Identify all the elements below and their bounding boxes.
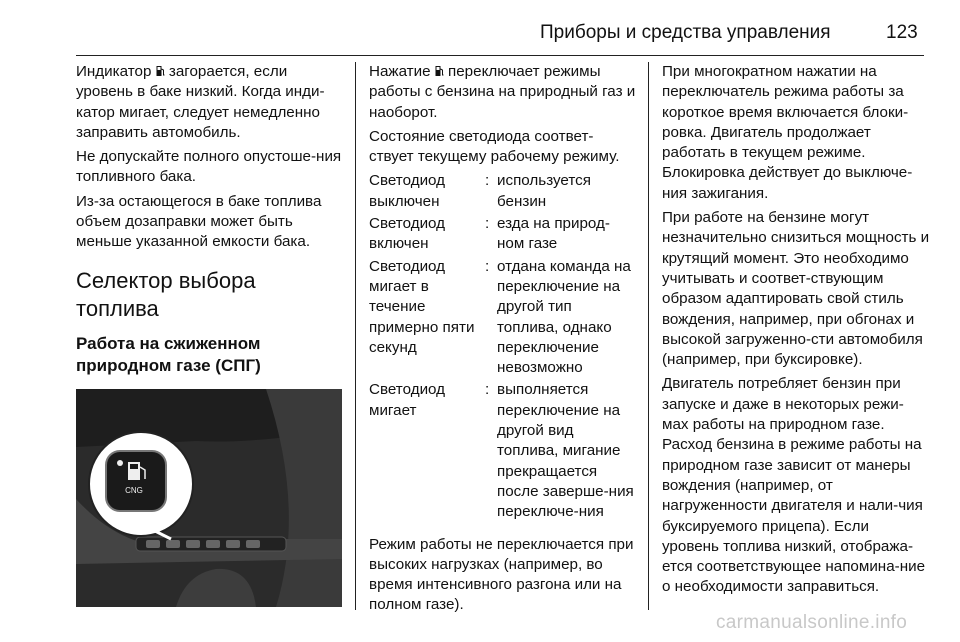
empty-tank-warning: Не допускайте полного опустоше‐ния топливного бака. <box>76 148 342 186</box>
led-state: Светодиод включен <box>369 215 446 253</box>
table-row <box>369 380 637 524</box>
led-status-intro: Состояние светодиода соответ‐ствует текущему рабочему режиму. <box>369 127 620 166</box>
colon: : <box>485 215 490 233</box>
watermark: carmanualsonline.info <box>716 612 908 633</box>
table-row <box>369 257 637 381</box>
dashboard-illustration <box>76 389 342 607</box>
lockout-paragraph: При многократном нажатии на переключатель режима работы за короткое время включается блоки‐ровка. Двигатель продолжает работать в текущем режиме. Блокировка действует до выключе‐ния зажигания. <box>662 63 913 202</box>
photo-cng-label: CNG <box>125 485 143 495</box>
column-1 <box>76 62 342 607</box>
led-meaning: используется бензин <box>497 172 591 210</box>
led-meaning: отдана команда на переключение на другой тип топлива, однако переключение невозможно <box>497 257 631 377</box>
dashboard-photo <box>76 389 342 607</box>
column-2 <box>369 62 637 620</box>
column-divider-2 <box>648 62 649 610</box>
led-state: Светодиод мигает <box>369 381 446 419</box>
page-number: 123 <box>886 22 918 43</box>
table-row <box>369 214 637 257</box>
colon: : <box>485 172 490 190</box>
colon: : <box>485 257 490 275</box>
section-title: Селектор выбора топлива <box>76 267 256 321</box>
petrol-consumption-paragraph: Двигатель потребляет бензин при запуске и даже в некоторых режи‐мах работы на природном газе. Расход бензина в режиме работы на природном газе зависит от манеры вождения (например, от нагруженности двигателя и нали‐чия буксируемого прицепа). Если уровень топлива низкий, отобража‐ется соответствующее напомина‐ние о необходимости заправиться. <box>662 375 926 596</box>
led-state: Светодиод мигает в течение примерно пяти секунд <box>369 257 475 356</box>
fuel-selector-icon <box>106 451 166 511</box>
selector-press-paragraph: Нажатие переключает режимы работы с бензина на природный газ и наоборот. <box>369 63 636 121</box>
led-meaning: езда на природ‐ном газе <box>497 215 610 253</box>
high-load-note: Режим работы не переключается при высоких нагрузках (например, во время интенсивного разгона или на полном газе). <box>369 535 634 614</box>
page-header-title: Приборы и средства управления <box>540 22 831 43</box>
column-divider-1 <box>355 62 356 610</box>
led-status-table <box>369 171 637 524</box>
low-fuel-paragraph: Индикатор загорается, если уровень в баке низкий. Когда инди‐катор мигает, следует немедленно заправить автомобиль. <box>76 63 325 141</box>
refuel-volume-note: Из-за остающегося в баке топлива объем дозаправки может быть меньше указанной емкости бака. <box>76 192 322 251</box>
fuel-selector-icon <box>435 65 444 77</box>
led-state: Светодиод выключен <box>369 172 446 210</box>
table-row <box>369 171 637 214</box>
subsection-title: Работа на сжиженном природном газе (СПГ) <box>76 333 261 375</box>
petrol-power-paragraph: При работе на бензине могут незначительно снизиться мощность и крутящий момент. Это необходимо учитывать и соответ‐ствующим образом адаптировать свой стиль вождения, например, при обгонах и высокой загруженно‐сти автомобиля (например, при буксировке). <box>662 209 930 369</box>
column-3 <box>662 62 930 602</box>
header-divider <box>76 55 924 56</box>
led-meaning: выполняется переключение на другой вид топлива, мигание прекращается после заверше‐ния переключе‐ния <box>497 381 634 521</box>
fuel-pump-icon <box>156 65 165 77</box>
colon: : <box>485 381 490 399</box>
